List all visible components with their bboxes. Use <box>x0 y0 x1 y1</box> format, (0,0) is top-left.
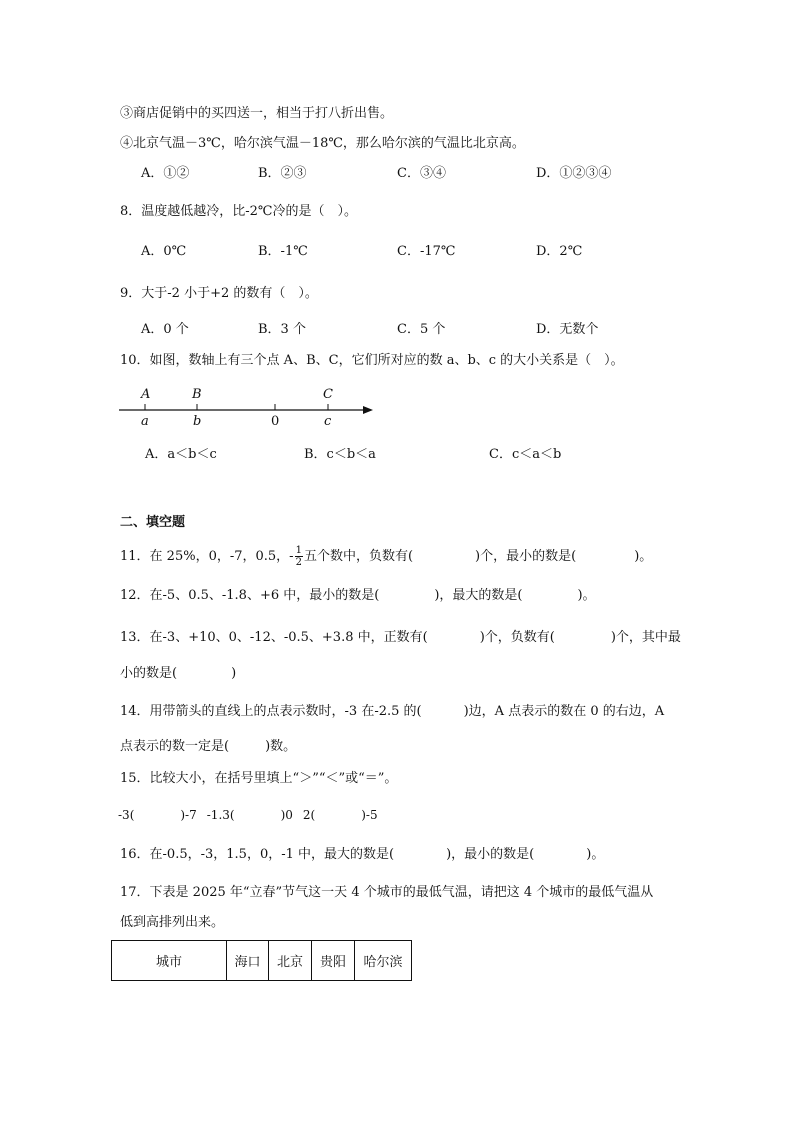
q9-option-b[interactable]: B．3 个 <box>258 322 306 337</box>
q16-text-c: )。 <box>586 847 605 862</box>
q8-option-a[interactable]: A．0℃ <box>141 244 187 259</box>
q12-text-c: )。 <box>577 588 596 603</box>
table-header-cell: 北京 <box>269 941 312 981</box>
q15-expr-1-right: )-7 <box>180 808 197 822</box>
q15-expr-1-left: -3( <box>118 808 135 822</box>
q15-expr-3-left: 2( <box>302 808 316 822</box>
q17-line-2: 低到高排列出来。 <box>120 915 225 930</box>
q16-line <box>120 846 604 864</box>
q8-option-c[interactable]: C．-17℃ <box>397 244 456 259</box>
q14-text-d: )数。 <box>265 739 297 754</box>
city-temperature-table <box>111 940 412 981</box>
table-row <box>112 941 412 981</box>
q14-line-2 <box>120 738 296 756</box>
q8-stem: 8．温度越低越冷，比-2℃冷的是（ ）。 <box>120 204 357 219</box>
q11-text-mid2: )个，最小的数是( <box>475 549 577 564</box>
section-title-fill-blank: 二、填空题 <box>120 515 186 530</box>
q8-option-b[interactable]: B．-1℃ <box>258 244 308 259</box>
q15-expr-2-right: )0 <box>280 808 293 822</box>
q12-text-a: 12．在-5、0.5、-1.8、+6 中，最小的数是( <box>120 588 380 603</box>
number-line-arrow-icon <box>363 406 373 414</box>
q9-option-d[interactable]: D．无数个 <box>536 322 599 337</box>
fraction-numerator: 1 <box>295 545 302 556</box>
point-label-C: C <box>323 387 333 402</box>
point-label-B: B <box>192 387 202 402</box>
q13-line-2 <box>120 665 236 683</box>
q11-line <box>120 545 652 568</box>
q13-text-a: 13．在-3、+10、0、-12、-0.5、+3.8 中，正数有( <box>120 630 428 645</box>
q14-text-a: 14．用带箭头的直线上的点表示数时，-3 在-2.5 的( <box>120 704 422 719</box>
value-label-c: c <box>324 414 332 429</box>
q10-stem: 10．如图，数轴上有三个点 A、B、C，它们所对应的数 a、b、c 的大小关系是（ ）。 <box>120 353 624 368</box>
value-label-b: b <box>193 414 202 429</box>
q11-text-pre: 11．在 25%，0，-7，0.5，- <box>120 549 294 564</box>
fraction-denominator: 2 <box>295 557 302 568</box>
q15-stem: 15．比较大小，在括号里填上“＞”“＜”或“＝”。 <box>120 771 398 786</box>
q17-line-1: 17．下表是 2025 年“立春”节气这一天 4 个城市的最低气温，请把这 4 个城市的最低气温从 <box>120 885 654 900</box>
q16-text-b: )，最小的数是( <box>446 847 535 862</box>
q7-option-a[interactable]: A．①② <box>141 166 190 181</box>
q15-expr-2-left: -1.3( <box>206 808 235 822</box>
q16-text-a: 16．在-0.5，-3，1.5，0，-1 中，最大的数是( <box>120 847 395 862</box>
number-line-figure <box>115 382 385 430</box>
point-label-A: A <box>141 387 151 402</box>
q7-option-b[interactable]: B．②③ <box>258 166 307 181</box>
value-label-zero: 0 <box>271 414 280 429</box>
q14-line-1 <box>120 703 664 721</box>
table-header-cell: 哈尔滨 <box>355 941 412 981</box>
q11-text-mid: 五个数中，负数有( <box>303 549 414 564</box>
q13-line-1 <box>120 629 681 647</box>
q10-option-a[interactable]: A．a＜b＜c <box>145 447 217 462</box>
q9-option-a[interactable]: A．0 个 <box>141 322 189 337</box>
q15-expr-3-right: )-5 <box>361 808 378 822</box>
q13-text-c: )个，其中最 <box>610 630 681 645</box>
q13-text-b: )个，负数有( <box>479 630 555 645</box>
q7-option-c[interactable]: C．③④ <box>397 166 446 181</box>
q15-compare-row <box>118 806 378 824</box>
value-label-a: a <box>141 414 149 429</box>
q7-statement-3: ③商店促销中的买四送一，相当于打八折出售。 <box>120 106 394 121</box>
q12-line <box>120 587 596 605</box>
table-header-cell: 城市 <box>112 941 227 981</box>
q13-text-e: ) <box>231 666 237 681</box>
q10-option-c[interactable]: C．c＜a＜b <box>489 447 562 462</box>
fraction-one-half <box>295 545 303 568</box>
q12-text-b: )，最大的数是( <box>434 588 523 603</box>
q14-text-b: )边，A 点表示的数在 0 的右边，A <box>463 704 665 719</box>
q11-text-end: )。 <box>634 549 653 564</box>
q9-option-c[interactable]: C．5 个 <box>397 322 446 337</box>
q7-option-d[interactable]: D．①②③④ <box>536 166 612 181</box>
q13-text-d: 小的数是( <box>120 666 178 681</box>
table-header-cell: 贵阳 <box>312 941 355 981</box>
q14-text-c: 点表示的数一定是( <box>120 739 230 754</box>
q10-option-b[interactable]: B．c＜b＜a <box>304 447 376 462</box>
table-header-cell: 海口 <box>227 941 269 981</box>
q9-stem: 9．大于-2 小于+2 的数有（ ）。 <box>120 286 318 301</box>
q7-statement-4: ④北京气温－3℃，哈尔滨气温－18℃，那么哈尔滨的气温比北京高。 <box>120 136 525 151</box>
q8-option-d[interactable]: D．2℃ <box>536 244 583 259</box>
